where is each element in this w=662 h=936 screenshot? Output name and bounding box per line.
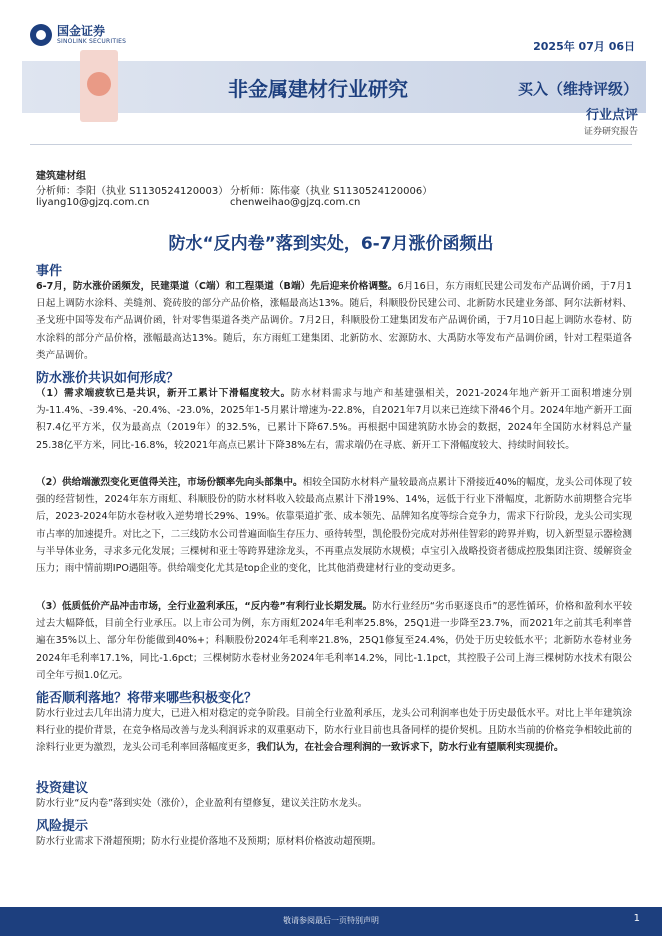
analyst-1-name: 分析师：李阳（执业 S1130524120003） bbox=[36, 186, 229, 197]
logo-mark-icon bbox=[30, 24, 52, 46]
rating: 买入（维持评级） bbox=[517, 80, 638, 98]
para-outlook-conclusion: 我们认为，在社会合理利润的一致诉求下，防水行业有望顺利实现提价。 bbox=[256, 742, 564, 754]
para-supply bbox=[36, 474, 632, 577]
section-outlook: 能否顺利落地？将带来哪些积极变化？ bbox=[36, 691, 258, 706]
logo-text-en: SINOLINK SECURITIES bbox=[57, 38, 127, 45]
page-footer bbox=[0, 907, 662, 936]
report-date: 2025年 07月 06日 bbox=[533, 40, 635, 53]
para-price-lead: （3）低质低价产品冲击市场，全行业盈利承压，“反内卷”有利行业长期发展。 bbox=[36, 601, 373, 612]
para-price-body: 防水行业经历“劣币驱逐良币”的恶性循环，价格和盈利水平较过去大幅降低，目前全行业承压。以上市公司为例，东方雨虹2024年毛利率25.8%，25Q1进一步降至23.7%，而2021年之前其毛利率普遍在35%以上、部分年份能做到40%+；科顺股份2024年毛利率21.8%，25Q1修复至24.4%，仍处于历史较低水平；北新防水卷材业务2024年毛利率17.1%，同比-1.6pct；三棵树防水卷材业务2024年毛利率14.2%，同比-1.1pct，其控股子公司上海三棵树防水技术有限公司全年亏损1.0亿元。 bbox=[36, 601, 632, 681]
report-title: 非金属建材行业研究 bbox=[228, 77, 408, 101]
company-logo bbox=[30, 24, 126, 46]
para-investment: 防水行业“反内卷”落到实处（涨价），企业盈利有望修复，建议关注防水龙头。 bbox=[36, 798, 368, 809]
report-header bbox=[0, 0, 662, 156]
para-supply-body: 相较全国防水材料产量较最高点累计下滑接近40%的幅度，龙头公司体现了较强的经营韧性，2024年东方雨虹、科顺股份的防水材料收入较最高点累计下滑19%、14%，远低于行业下滑幅度，北新防水前期整合完毕后，2023-2024年防水卷材收入逆势增长29%、19%。依靠渠道扩张、成本领先、品牌知名度等综合竞争力，需求下行阶段，龙头公司实现市占率的加速提升。对比之下，二三线防水公司普遍面临生存压力、亟待转型，凯伦股份完成对苏州佳智彩的跨界并购，切入新型显示器检测与半导体业务，寻求多元化发展；三棵树和亚士等跨界建涂龙头，不再重点发展防水规模；卓宝引入战略投资者德成控股集团注资、缓解资金压力；雨中情前期IPO遇阻等。供给端变化尤其是top企业的变化，比其他消费建材行业的变动更多。 bbox=[36, 477, 632, 575]
research-group: 建筑建材组 bbox=[36, 171, 86, 182]
logo-text-cn: 国金证券 bbox=[57, 24, 106, 38]
page-number: 1 bbox=[633, 913, 640, 924]
section-risk: 风险提示 bbox=[36, 819, 89, 834]
para-risk: 防水行业需求下滑超预期；防水行业提价落地不及预期；原材料价格波动超预期。 bbox=[36, 836, 382, 847]
analyst-2-email[interactable]: chenweihao@gjzq.com.cn bbox=[230, 197, 361, 208]
footer-disclaimer: 敬请参阅最后一页特别声明 bbox=[283, 916, 379, 925]
analyst-1-email[interactable]: liyang10@gjzq.com.cn bbox=[36, 197, 150, 208]
para-event-lead: 6-7月，防水涨价函频发，民建渠道（C端）和工程渠道（B端）先后迎来价格调整。 bbox=[36, 281, 398, 292]
section-event: 事件 bbox=[36, 264, 63, 279]
para-event-body: 6月16日，东方雨虹民建公司发布产品调价函，于7月1日起上调防水涂料、美缝剂、瓷砖胶的部分产品价格，涨幅最高达13%。随后，科顺股份民建公司、北新防水民建业务部、阿尔法新材料、圣戈班中国等发布产品调价函，针对零售渠道各类产品调价。7月2日，科顺股份工建集团发布产品调价函，于7月10日起上调防水卷材、防水涂料的部分产品价格，涨幅最高达13%。随后，东方雨虹工建集团、北新防水、宏源防水、大禹防水等发布产品调价函，针对工程渠道各类产品调价。 bbox=[36, 281, 632, 361]
para-outlook-body: 防水行业过去几年出清力度大，已进入相对稳定的竞争阶段。目前全行业盈利承压，龙头公司利润率也处于历史最低水平。对比上半年建筑涂料行业的提价背景，在竞争格局改善与龙头利润诉求的双重驱动下，防水行业目前也具备同样的提价契机。且防水当前的价格竞争相较此前的涂料行业更为激烈，龙头公司毛利率回落幅度更多， bbox=[36, 708, 632, 754]
qr-badge-icon bbox=[80, 50, 118, 122]
report-subject: 防水“反内卷”落到实处，6-7月涨价函频出 bbox=[168, 234, 494, 254]
report-type: 行业点评 bbox=[585, 108, 638, 123]
section-consensus: 防水涨价共识如何形成？ bbox=[36, 371, 180, 386]
para-demand-lead: （1）需求端疲软已是共识，新开工累计下滑幅度较大。 bbox=[36, 388, 291, 399]
analyst-2-name: 分析师：陈伟豪（执业 S1130524120006） bbox=[230, 186, 433, 197]
para-demand-body: 防水材料需求与地产和基建强相关，2021-2024年地产新开工面积增速分别为-11.4%、-39.4%、-20.4%、-23.0%，2025年1-5月累计增速为-22.8%，自2021年7月以来已连续下滑46个月。2024年地产新开工面积7.4亿平方米，仅为最高点（2019年）的32.5%，已累计下降67.5%。再根据中国建筑防水协会的数据，2024年全国防水材料总产量25.38亿平方米，同比-16.8%，较2021年高点已累计下降38%左右，需求端仍在寻底、新开工下滑幅度较大、持续时间较长。 bbox=[36, 388, 632, 451]
para-price bbox=[36, 598, 632, 684]
para-event bbox=[36, 278, 632, 364]
para-outlook bbox=[36, 705, 632, 757]
para-supply-lead: （2）供给端激烈变化更值得关注，市场份额率先向头部集中。 bbox=[36, 477, 303, 488]
section-investment: 投资建议 bbox=[36, 781, 89, 796]
report-subtype: 证券研究报告 bbox=[583, 127, 638, 137]
divider bbox=[30, 144, 632, 145]
para-demand bbox=[36, 385, 632, 454]
